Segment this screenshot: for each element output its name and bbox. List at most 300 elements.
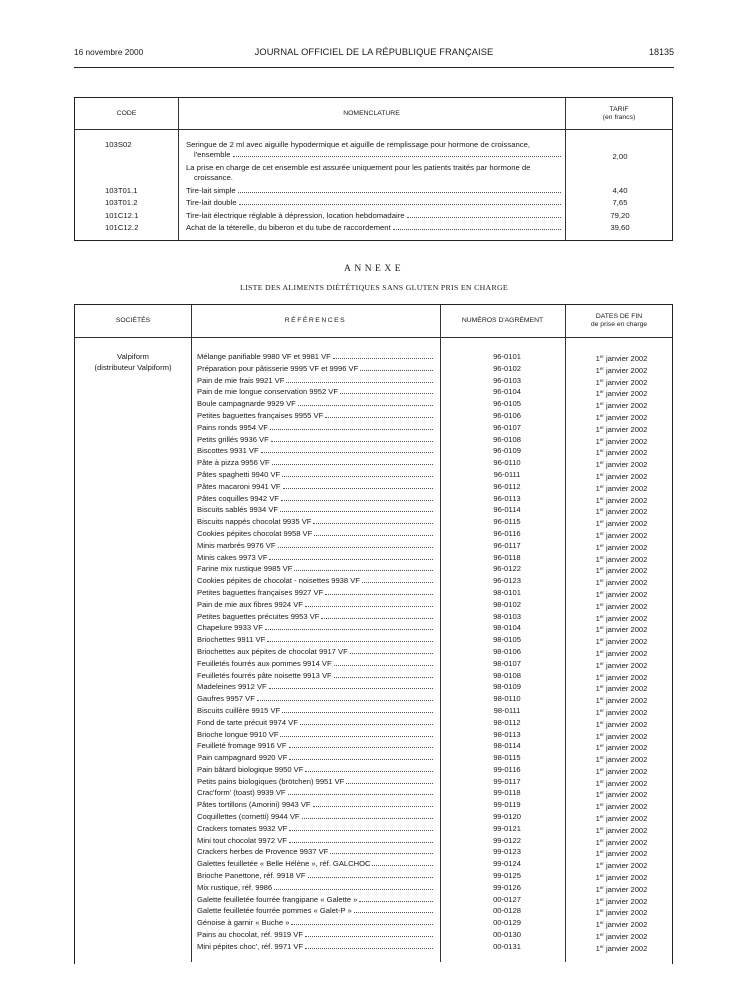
row-code: 101C12.2 bbox=[105, 223, 139, 232]
end-date-rest: janvier 2002 bbox=[606, 743, 648, 753]
dot-leader bbox=[305, 930, 433, 937]
food-rows bbox=[75, 351, 672, 953]
reference-text: Galette feuilletée fourrée frangipane « Galette » bbox=[197, 894, 358, 904]
table-row bbox=[75, 493, 672, 505]
dot-leader bbox=[269, 553, 433, 560]
reference-cell bbox=[197, 705, 433, 717]
end-date-rest: janvier 2002 bbox=[606, 448, 648, 458]
end-date-suffix: er bbox=[599, 448, 604, 454]
end-date-day: 1 bbox=[595, 637, 600, 647]
dot-leader bbox=[362, 576, 433, 583]
end-date-day: 1 bbox=[595, 519, 600, 529]
header-dates-label: DATES DE FIN bbox=[595, 313, 643, 320]
end-date-day: 1 bbox=[595, 436, 600, 446]
reference-text: Pâtes spaghetti 9940 VF bbox=[197, 469, 281, 479]
agreement-number: 00-0131 bbox=[493, 941, 521, 951]
end-date-suffix: er bbox=[599, 672, 604, 678]
reference-text: Mini tout chocolat 9972 VF bbox=[197, 835, 287, 845]
reference-cell bbox=[197, 670, 433, 682]
end-date-rest: janvier 2002 bbox=[606, 554, 648, 564]
end-date bbox=[569, 941, 674, 955]
dot-leader bbox=[239, 198, 561, 205]
end-date-rest: janvier 2002 bbox=[606, 802, 648, 812]
reference-text: Pâtes macaroni 9941 VF bbox=[197, 481, 281, 491]
dot-leader bbox=[300, 718, 433, 725]
reference-text: Brioche longue 9910 VF bbox=[197, 729, 279, 739]
end-date-day: 1 bbox=[595, 896, 600, 906]
dot-leader bbox=[313, 800, 433, 807]
dot-leader bbox=[281, 494, 433, 501]
reference-cell bbox=[197, 528, 433, 540]
running-head bbox=[74, 47, 674, 61]
agreement-number: 99-0116 bbox=[493, 764, 521, 774]
row-price: 4,40 bbox=[612, 186, 628, 195]
table-row bbox=[75, 776, 672, 788]
reference-text: Galettes feuilletée « Belle Hélène », réf. GALCHOC bbox=[197, 859, 371, 869]
reference-text: Préparation pour pâtisserie 9995 VF et 9996 VF bbox=[197, 363, 359, 373]
reference-cell bbox=[197, 846, 433, 858]
agreement-number: 99-0121 bbox=[493, 823, 521, 833]
end-date-suffix: er bbox=[599, 896, 604, 902]
reference-cell bbox=[197, 575, 433, 587]
reference-cell bbox=[197, 835, 433, 847]
dot-leader bbox=[305, 942, 433, 949]
end-date-rest: janvier 2002 bbox=[606, 471, 648, 481]
end-date-day: 1 bbox=[595, 861, 600, 871]
reference-text: Brioche Panettone, réf. 9918 VF bbox=[197, 871, 306, 881]
agreement-number: 96-0109 bbox=[493, 446, 521, 456]
reference-cell bbox=[197, 611, 433, 623]
reference-cell bbox=[197, 870, 433, 882]
header-tarif-label: TARIF bbox=[609, 105, 629, 113]
end-date-suffix: er bbox=[599, 648, 604, 654]
end-date-suffix: er bbox=[599, 601, 604, 607]
end-date-rest: janvier 2002 bbox=[606, 731, 648, 741]
dot-leader bbox=[308, 871, 434, 878]
end-date-day: 1 bbox=[595, 932, 600, 942]
dot-leader bbox=[271, 435, 433, 442]
reference-cell bbox=[197, 646, 433, 658]
dot-leader bbox=[305, 765, 433, 772]
dot-leader bbox=[346, 777, 433, 784]
reference-text: Boule campagnarde 9929 VF bbox=[197, 399, 296, 409]
reference-cell bbox=[197, 540, 433, 552]
end-date-day: 1 bbox=[595, 684, 600, 694]
reference-text: Pâtes coquilles 9942 VF bbox=[197, 493, 279, 503]
end-date-rest: janvier 2002 bbox=[606, 377, 648, 387]
reference-text: Crackers herbes de Provence 9937 VF bbox=[197, 847, 329, 857]
dot-leader bbox=[340, 387, 433, 394]
agreement-number: 98-0110 bbox=[493, 694, 521, 704]
reference-cell bbox=[197, 398, 433, 410]
end-date-suffix: er bbox=[599, 814, 604, 820]
reference-cell bbox=[197, 882, 433, 894]
dot-leader bbox=[291, 918, 433, 925]
end-date-suffix: er bbox=[599, 790, 604, 796]
dot-leader bbox=[278, 541, 434, 548]
dot-leader bbox=[298, 399, 433, 406]
dot-leader bbox=[265, 623, 433, 630]
end-date-rest: janvier 2002 bbox=[606, 920, 648, 930]
reference-cell bbox=[197, 693, 433, 705]
reference-text: Briochettes aux pépites de chocolat 9917 VF bbox=[197, 646, 348, 656]
reference-cell bbox=[197, 493, 433, 505]
agreement-number: 96-0112 bbox=[493, 481, 521, 491]
agreement-number: 98-0106 bbox=[493, 646, 521, 656]
reference-text: Madeleines 9912 VF bbox=[197, 682, 267, 692]
annex-title: ANNEXE bbox=[343, 264, 405, 274]
row-description-text: Tire-lait électrique réglable à dépression, location hebdomadaire bbox=[186, 211, 405, 220]
reference-text: Pain de mie longue conservation 9952 VF bbox=[197, 387, 338, 397]
dot-leader bbox=[272, 458, 433, 465]
reference-cell bbox=[197, 363, 433, 375]
end-date-suffix: er bbox=[599, 802, 604, 808]
reference-cell bbox=[197, 740, 433, 752]
end-date-rest: janvier 2002 bbox=[606, 401, 648, 411]
header-nomenclature bbox=[178, 98, 565, 129]
row-code: 103T01.2 bbox=[105, 198, 138, 207]
end-date-suffix: er bbox=[599, 542, 604, 548]
dot-leader bbox=[283, 482, 433, 489]
dot-leader bbox=[282, 470, 433, 477]
end-date-day: 1 bbox=[595, 648, 600, 658]
end-date-suffix: er bbox=[599, 519, 604, 525]
end-date-rest: janvier 2002 bbox=[606, 943, 648, 953]
table-row bbox=[75, 634, 672, 646]
end-date-rest: janvier 2002 bbox=[606, 861, 648, 871]
end-date-day: 1 bbox=[595, 625, 600, 635]
end-date-suffix: er bbox=[599, 625, 604, 631]
end-date-day: 1 bbox=[595, 601, 600, 611]
agreement-number: 98-0111 bbox=[493, 705, 521, 715]
agreement-number: 98-0102 bbox=[493, 599, 521, 609]
end-date-rest: janvier 2002 bbox=[606, 625, 648, 635]
end-date-day: 1 bbox=[595, 365, 600, 375]
end-date-rest: janvier 2002 bbox=[606, 849, 648, 859]
end-date-day: 1 bbox=[595, 766, 600, 776]
header-code bbox=[75, 98, 178, 129]
table-row bbox=[75, 693, 672, 705]
end-date-day: 1 bbox=[595, 743, 600, 753]
end-date-suffix: er bbox=[599, 873, 604, 879]
reference-cell bbox=[197, 858, 433, 870]
end-date-day: 1 bbox=[595, 507, 600, 517]
agreement-number: 96-0123 bbox=[493, 576, 521, 586]
reference-cell bbox=[197, 445, 433, 457]
end-date-rest: janvier 2002 bbox=[606, 589, 648, 599]
agreement-number: 98-0109 bbox=[493, 682, 521, 692]
dot-leader bbox=[372, 859, 433, 866]
dot-leader bbox=[288, 788, 433, 795]
dot-leader bbox=[313, 517, 433, 524]
agreement-number: 96-0101 bbox=[493, 352, 521, 361]
end-date-suffix: er bbox=[599, 471, 604, 477]
reference-cell bbox=[197, 811, 433, 823]
dot-leader bbox=[294, 564, 433, 571]
reference-text: Pâte à pizza 9956 VF bbox=[197, 458, 270, 468]
table-row bbox=[75, 799, 672, 811]
dot-leader bbox=[267, 635, 433, 642]
reference-text: Crac'form' (toast) 9939 VF bbox=[197, 788, 286, 798]
header-societes bbox=[75, 305, 191, 337]
agreement-number: 99-0117 bbox=[493, 776, 521, 786]
table-row bbox=[75, 351, 672, 363]
reference-cell bbox=[197, 457, 433, 469]
row-note bbox=[186, 163, 561, 182]
end-date-suffix: er bbox=[599, 424, 604, 430]
end-date-suffix: er bbox=[599, 460, 604, 466]
row-description bbox=[186, 186, 561, 196]
company-distributor: (distributeur Valpiform) bbox=[94, 363, 172, 372]
reference-text: Pain de mie aux fibres 9924 VF bbox=[197, 599, 303, 609]
end-date-day: 1 bbox=[595, 566, 600, 576]
end-date-day: 1 bbox=[595, 530, 600, 540]
header-dates bbox=[565, 305, 673, 337]
agreement-number: 00-0127 bbox=[493, 894, 521, 904]
agreement-number: 99-0124 bbox=[493, 859, 521, 869]
end-date-suffix: er bbox=[599, 920, 604, 926]
end-date-day: 1 bbox=[595, 354, 600, 363]
table-row bbox=[75, 846, 672, 858]
end-date-rest: janvier 2002 bbox=[606, 790, 648, 800]
reference-cell bbox=[197, 469, 433, 481]
table-row bbox=[75, 552, 672, 564]
reference-cell bbox=[197, 787, 433, 799]
end-date-suffix: er bbox=[599, 825, 604, 831]
dot-leader bbox=[407, 211, 561, 218]
table-row bbox=[75, 858, 672, 870]
table-row bbox=[75, 611, 672, 623]
reference-text: Fond de tarte précuit 9974 VF bbox=[197, 717, 298, 727]
dot-leader bbox=[233, 150, 561, 157]
reference-text: Minis marbrés 9976 VF bbox=[197, 540, 276, 550]
end-date-day: 1 bbox=[595, 401, 600, 411]
row-code: 101C12.1 bbox=[105, 211, 139, 220]
end-date-rest: janvier 2002 bbox=[606, 672, 648, 682]
end-date-suffix: er bbox=[599, 589, 604, 595]
table-row bbox=[75, 398, 672, 410]
end-date-suffix: er bbox=[599, 354, 604, 359]
dot-leader bbox=[325, 411, 433, 418]
reference-text: Mini pépites choc', réf. 9971 VF bbox=[197, 941, 304, 951]
agreement-number: 96-0118 bbox=[493, 552, 521, 562]
row-price: 79,20 bbox=[610, 211, 630, 220]
table-row bbox=[75, 740, 672, 752]
end-date-day: 1 bbox=[595, 696, 600, 706]
table-row bbox=[75, 587, 672, 599]
table-row bbox=[75, 705, 672, 717]
reference-cell bbox=[197, 375, 433, 387]
end-date-day: 1 bbox=[595, 424, 600, 434]
end-date-day: 1 bbox=[595, 873, 600, 883]
dot-leader bbox=[334, 671, 433, 678]
dot-leader bbox=[257, 694, 433, 701]
agreement-number: 96-0122 bbox=[493, 564, 521, 574]
table-row bbox=[75, 469, 672, 481]
reference-cell bbox=[197, 422, 433, 434]
end-date-rest: janvier 2002 bbox=[606, 696, 648, 706]
row-description-line bbox=[186, 150, 561, 160]
dot-leader bbox=[289, 753, 433, 760]
row-code: 103S02 bbox=[105, 140, 132, 149]
dot-leader bbox=[350, 647, 433, 654]
end-date-suffix: er bbox=[599, 566, 604, 572]
table-row bbox=[75, 917, 672, 929]
end-date-suffix: er bbox=[599, 943, 604, 949]
end-date-suffix: er bbox=[599, 696, 604, 702]
reference-cell bbox=[197, 752, 433, 764]
reference-text: Mix rustique, réf. 9986 bbox=[197, 882, 273, 892]
end-date-suffix: er bbox=[599, 908, 604, 914]
end-date-suffix: er bbox=[599, 707, 604, 713]
row-description-line: Seringue de 2 ml avec aiguille hypodermique et aiguille de remplissage pour hormone de croissance, bbox=[186, 140, 531, 149]
table-row bbox=[75, 481, 672, 493]
end-date-rest: janvier 2002 bbox=[606, 873, 648, 883]
agreement-number: 98-0114 bbox=[493, 741, 521, 751]
end-date-suffix: er bbox=[599, 495, 604, 501]
table-row bbox=[75, 422, 672, 434]
end-date-rest: janvier 2002 bbox=[606, 424, 648, 434]
table-row bbox=[75, 835, 672, 847]
end-date-rest: janvier 2002 bbox=[606, 755, 648, 765]
journal-title: JOURNAL OFFICIEL DE LA RÉPUBLIQUE FRANÇAISE bbox=[254, 47, 494, 57]
reference-cell bbox=[197, 634, 433, 646]
table-row bbox=[75, 811, 672, 823]
end-date-day: 1 bbox=[595, 672, 600, 682]
table-row bbox=[75, 929, 672, 941]
reference-text: Pains ronds 9954 VF bbox=[197, 422, 268, 432]
end-date-suffix: er bbox=[599, 554, 604, 560]
end-date-rest: janvier 2002 bbox=[606, 814, 648, 824]
agreement-number: 98-0107 bbox=[493, 658, 521, 668]
row-description-text: l'ensemble bbox=[194, 149, 231, 159]
table-row bbox=[75, 787, 672, 799]
reference-cell bbox=[197, 941, 433, 953]
table-row bbox=[75, 905, 672, 917]
end-date-rest: janvier 2002 bbox=[606, 495, 648, 505]
reference-cell bbox=[197, 481, 433, 493]
agreement-number: 98-0105 bbox=[493, 635, 521, 645]
end-date-day: 1 bbox=[595, 719, 600, 729]
header-numeros bbox=[440, 305, 565, 337]
reference-text: Petits pains biologiques (brötchen) 9951 VF bbox=[197, 776, 345, 786]
end-date-rest: janvier 2002 bbox=[606, 837, 648, 847]
dot-leader bbox=[280, 505, 433, 512]
end-date-rest: janvier 2002 bbox=[606, 637, 648, 647]
agreement-number: 00-0129 bbox=[493, 918, 521, 928]
table-row bbox=[75, 528, 672, 540]
agreement-number: 96-0117 bbox=[493, 540, 521, 550]
table-row bbox=[75, 622, 672, 634]
dot-leader bbox=[286, 376, 433, 383]
reference-text: Petites baguettes françaises 9927 VF bbox=[197, 587, 324, 597]
agreement-number: 98-0115 bbox=[493, 753, 521, 763]
header-rule bbox=[74, 67, 674, 68]
end-date-rest: janvier 2002 bbox=[606, 778, 648, 788]
dot-leader bbox=[360, 364, 433, 371]
reference-text: Briochettes 9911 VF bbox=[197, 635, 266, 645]
dot-leader bbox=[393, 223, 561, 230]
reference-text: Coquillettes (cornetti) 9944 VF bbox=[197, 812, 300, 822]
dot-leader bbox=[325, 588, 433, 595]
end-date-suffix: er bbox=[599, 412, 604, 418]
end-date-day: 1 bbox=[595, 731, 600, 741]
reference-text: Génoise à garnir « Buche » bbox=[197, 918, 290, 928]
row-description-text: Achat de la téterelle, du biberon et du tube de raccordement bbox=[186, 223, 391, 232]
dot-leader bbox=[321, 612, 433, 619]
table-row bbox=[75, 386, 672, 398]
row-description bbox=[186, 223, 561, 233]
reference-cell bbox=[197, 386, 433, 398]
header-divider bbox=[75, 129, 672, 130]
reference-text: Crackers tomates 9932 VF bbox=[197, 823, 288, 833]
reference-cell bbox=[197, 894, 433, 906]
header-numeros-label: NUMÉROS D'AGRÉMENT bbox=[461, 317, 544, 324]
agreement-number: 96-0115 bbox=[493, 517, 521, 527]
company-name: Valpiform bbox=[117, 352, 149, 361]
end-date-day: 1 bbox=[595, 884, 600, 894]
end-date-suffix: er bbox=[599, 743, 604, 749]
table-row bbox=[75, 670, 672, 682]
end-date-suffix: er bbox=[599, 778, 604, 784]
table-row bbox=[75, 540, 672, 552]
reference-cell bbox=[197, 717, 433, 729]
reference-text: Farine mix rustique 9985 VF bbox=[197, 564, 293, 574]
agreement-number: 98-0108 bbox=[493, 670, 521, 680]
dot-leader bbox=[269, 682, 433, 689]
header-societes-label: SOCIÉTÉS bbox=[115, 317, 151, 324]
end-date-rest: janvier 2002 bbox=[606, 825, 648, 835]
agreement-number: 96-0107 bbox=[493, 422, 521, 432]
end-date-rest: janvier 2002 bbox=[606, 389, 648, 399]
reference-cell bbox=[197, 434, 433, 446]
reference-cell bbox=[197, 905, 433, 917]
end-date-rest: janvier 2002 bbox=[606, 483, 648, 493]
row-price: 7,65 bbox=[612, 198, 628, 207]
reference-cell bbox=[197, 729, 433, 741]
reference-text: Petits grillés 9936 VF bbox=[197, 434, 269, 444]
dot-leader bbox=[334, 659, 433, 666]
end-date-day: 1 bbox=[595, 778, 600, 788]
reference-text: Biscuits sablés 9934 VF bbox=[197, 505, 279, 515]
end-date-rest: janvier 2002 bbox=[606, 896, 648, 906]
dot-leader bbox=[354, 906, 433, 913]
end-date-rest: janvier 2002 bbox=[606, 932, 648, 942]
reference-text: Galette feuilletée fourrée pommes « Galet-P » bbox=[197, 906, 352, 916]
table-row bbox=[75, 882, 672, 894]
table-row bbox=[75, 375, 672, 387]
reference-cell bbox=[197, 516, 433, 528]
issue-date: 16 novembre 2000 bbox=[74, 47, 144, 57]
agreement-number: 96-0116 bbox=[493, 528, 521, 538]
end-date-day: 1 bbox=[595, 554, 600, 564]
table-row bbox=[75, 681, 672, 693]
agreement-number: 99-0126 bbox=[493, 882, 521, 892]
agreement-number: 00-0128 bbox=[493, 906, 521, 916]
tarif-table bbox=[74, 97, 673, 241]
reference-cell bbox=[197, 552, 433, 564]
end-date-rest: janvier 2002 bbox=[606, 908, 648, 918]
reference-cell bbox=[197, 917, 433, 929]
reference-cell bbox=[197, 563, 433, 575]
end-date-suffix: er bbox=[599, 507, 604, 513]
dot-leader bbox=[330, 847, 433, 854]
end-date-day: 1 bbox=[595, 448, 600, 458]
table-row bbox=[75, 445, 672, 457]
row-price: 2,00 bbox=[612, 152, 628, 161]
header-tarif-unit: (en francs) bbox=[602, 113, 636, 121]
end-date-rest: janvier 2002 bbox=[606, 766, 648, 776]
